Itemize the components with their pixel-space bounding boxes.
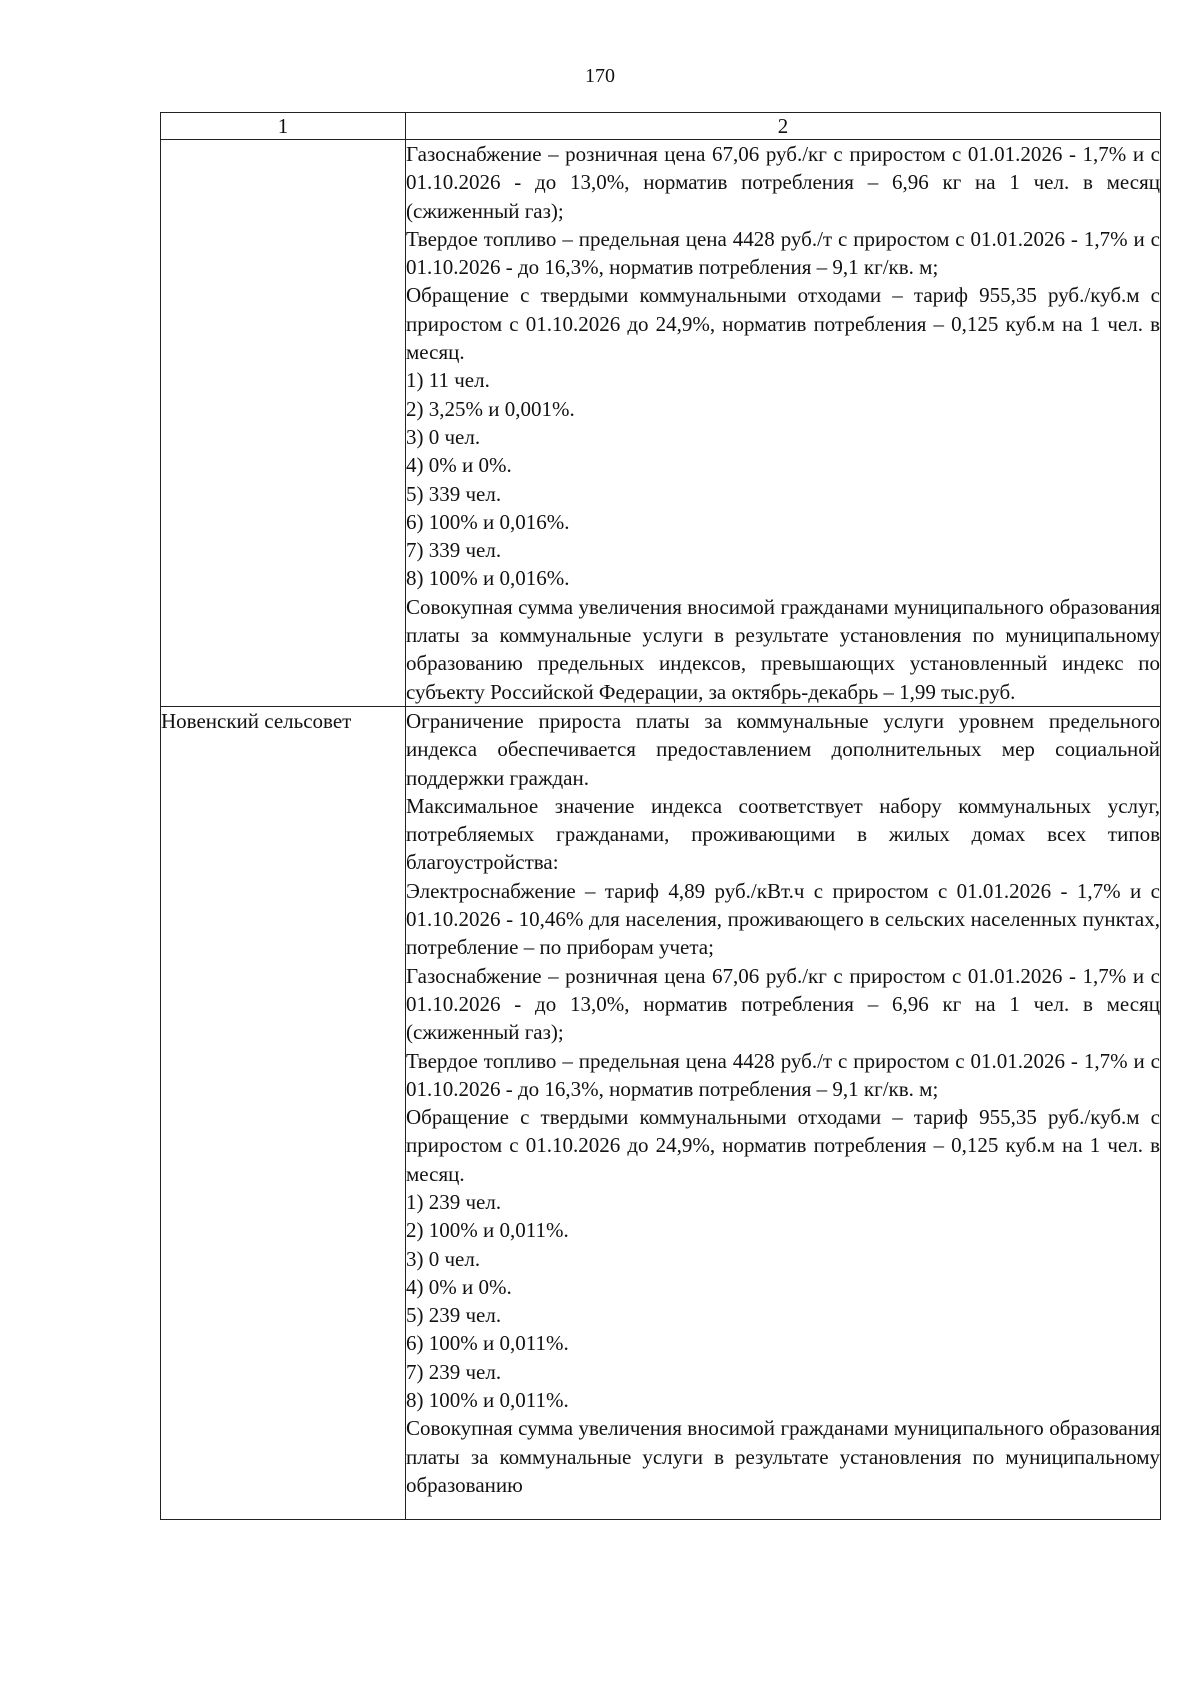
list-item: 6) 100% и 0,011%. [406, 1331, 569, 1356]
column-header-1: 1 [161, 113, 406, 140]
page-number: 170 [585, 65, 615, 87]
list-item: 1) 11 чел. [406, 368, 490, 393]
region-cell [161, 140, 406, 707]
list-item: 5) 339 чел. [406, 481, 502, 506]
list-item: 3) 0 чел. [406, 424, 481, 449]
paragraph-solid-fuel: Твердое топливо – предельная цена 4428 руб./т с приростом с 01.01.2026 - 1,7% и с 01.10.2026 - до 16,3%, норматив потребления – 9,1 кг/кв. м; [406, 1048, 1160, 1101]
paragraph-total-increase: Совокупная сумма увеличения вносимой гражданами муниципального образования платы за коммунальные услуги в результате установления по муниципальному образованию [406, 1416, 1160, 1497]
paragraph-max-index: Максимальное значение индекса соответствует набору коммунальных услуг, потребляемых гражданами, проживающими в жилых домах всех типов благоустройства: [406, 793, 1160, 875]
table-header-row [161, 113, 1161, 140]
paragraph-limit-note: Ограничение прироста платы за коммунальные услуги уровнем предельного индекса обеспечивается предоставлением дополнительных мер социальной поддержки граждан. [406, 708, 1160, 790]
column-header-2: 2 [406, 113, 1161, 140]
list-item: 8) 100% и 0,011%. [406, 1388, 569, 1413]
paragraph-solid-waste: Обращение с твердыми коммунальными отходами – тариф 955,35 руб./куб.м с приростом с 01.10.2026 до 24,9%, норматив потребления – 0,125 куб.м на 1 чел. в месяц. [406, 283, 1160, 365]
document-table [160, 112, 1161, 1520]
list-item: 2) 100% и 0,011%. [406, 1218, 569, 1243]
list-item: 6) 100% и 0,016%. [406, 509, 570, 534]
paragraph-solid-fuel: Твердое топливо – предельная цена 4428 руб./т с приростом с 01.01.2026 - 1,7% и с 01.10.2026 - до 16,3%, норматив потребления – 9,1 кг/кв. м; [406, 226, 1160, 280]
table-row [161, 140, 1161, 707]
list-item: 4) 0% и 0%. [406, 1274, 512, 1299]
region-cell: Новенский сельсовет [161, 706, 406, 1519]
list-item: 8) 100% и 0,016%. [406, 566, 570, 591]
table-row [161, 706, 1161, 1519]
list-item: 4) 0% и 0%. [406, 453, 512, 478]
list-item: 7) 239 чел. [406, 1359, 502, 1384]
list-item: 2) 3,25% и 0,001%. [406, 396, 575, 421]
paragraph-total-increase: Совокупная сумма увеличения вносимой гражданами муниципального образования платы за коммунальные услуги в результате установления по муниципальному образованию предельных индексов, превышающих установленный индекс по субъекту Российской Федерации, за октябрь-декабрь – 1,99 тыс.руб. [406, 594, 1160, 704]
list-item: 1) 239 чел. [406, 1189, 502, 1214]
content-cell [406, 706, 1161, 1519]
list-item: 7) 339 чел. [406, 538, 502, 563]
paragraph-electricity: Электроснабжение – тариф 4,89 руб./кВт.ч с приростом с 01.01.2026 - 1,7% и с 01.10.2026 - 10,46% для населения, проживающего в сельских населенных пунктах, потребление – по приборам учета; [406, 878, 1160, 960]
paragraph-gas-supply: Газоснабжение – розничная цена 67,06 руб./кг с приростом с 01.01.2026 - 1,7% и с 01.10.2026 - до 13,0%, норматив потребления – 6,96 кг на 1 чел. в месяц (сжиженный газ); [406, 963, 1160, 1045]
content-cell [406, 140, 1161, 707]
list-item: 5) 239 чел. [406, 1303, 502, 1328]
list-item: 3) 0 чел. [406, 1246, 481, 1271]
paragraph-gas-supply: Газоснабжение – розничная цена 67,06 руб./кг с приростом с 01.01.2026 - 1,7% и с 01.10.2026 - до 13,0%, норматив потребления – 6,96 кг на 1 чел. в месяц (сжиженный газ); [406, 142, 1160, 223]
paragraph-solid-waste: Обращение с твердыми коммунальными отходами – тариф 955,35 руб./куб.м с приростом с 01.10.2026 до 24,9%, норматив потребления – 0,125 куб.м на 1 чел. в месяц. [406, 1105, 1160, 1186]
